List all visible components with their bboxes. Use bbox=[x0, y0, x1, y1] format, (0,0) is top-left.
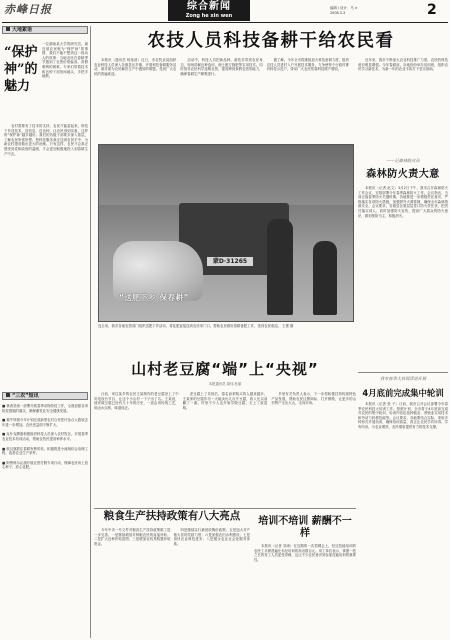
section-pinyin: Zong he xin wen bbox=[185, 13, 233, 19]
commentary-box-title: 大地絮语 bbox=[12, 27, 33, 33]
list-item: ■ 林西县统一部署开展春季动物防疫工作，全面加强各项防疫措施的落实，确保畜牧业安全健康发展。 bbox=[2, 404, 88, 413]
article-paragraph: 四是继续实行最低收购价政策；五是加大对产粮大县的奖励力度；六是加强农田水利建设；七是加快农业科技进步；八是健全农业社会化服务体系。 bbox=[173, 528, 250, 546]
truck-plate: 蒙D·31265 bbox=[207, 257, 253, 266]
lead-paragraph: 据了解，今年全市将继续加大科技备耕力度，组织农技人员进村入户开展技术服务，力争使每个行政村都有科技示范户，带动广大农民依靠科技增产增收。 bbox=[266, 58, 349, 72]
section-header-commentary bbox=[2, 26, 88, 34]
section-title: 综合新闻 bbox=[187, 1, 231, 12]
fire-article-kicker: ——记森林防火员 bbox=[386, 158, 420, 163]
article-paragraph: 今年中央一号文件对粮食生产扶持政策做了进一步完善。一是继续增加对种粮农民的直接补贴；二是扩大良种补贴范围；三是增加农机具购置补贴资金。 bbox=[94, 528, 171, 546]
commentary-body: 农村需要有了技术的支持，农民才能富起来。科技下乡送技术、送信息、送良种，让农民得到实惠，这样的“保护神”越多越好。我们的各级干部要多深入基层，了解农民所需所想，把科技服务真正送到农民手中，为新农村建设做出更大的贡献。只有这样，农民才会真正感受到党和政府的温暖，才会更加积极地投入到春耕生产中去。 bbox=[4, 124, 88, 156]
article-divider bbox=[358, 372, 448, 373]
grain-policy-columns bbox=[94, 528, 250, 638]
issue-date: 2008.3.3 bbox=[330, 10, 346, 15]
photo-sky bbox=[99, 145, 353, 205]
lead-article-continued: 近年来，我市不断加大农业科技推广力度，农民的科技意识明显增强。今年春耕前，各地纷纷举办培训班，组织农民学习新技术，为新一年的农业丰收打下坚实基础。 bbox=[358, 58, 448, 72]
brief-news-list bbox=[2, 404, 88, 470]
photo-overlay-text: “送肥下乡 保春耕” bbox=[119, 293, 189, 302]
photo-fertilizer-bags bbox=[113, 241, 203, 301]
main-content bbox=[94, 26, 448, 638]
list-item: ■ 翁牛特旗今年计划完成新型农村合作医疗参合人数较去年进一步增加，农民受益面不断扩大。 bbox=[2, 418, 88, 427]
briefs-title: “三农”短讯 bbox=[12, 393, 39, 399]
wage-article-headline: 培训不培训 薪酬不一样 bbox=[258, 516, 352, 539]
news-photo bbox=[98, 144, 354, 322]
training-article-headline: 4月底前完成集中轮训 bbox=[362, 388, 444, 398]
list-item: ■ 敖汉旗抓住春耕有利时机，积极推进小流域综合治理工程，改善农业生产条件。 bbox=[2, 446, 88, 456]
masthead bbox=[0, 0, 450, 22]
column-divider bbox=[90, 26, 91, 638]
lead-paragraph: 本报讯（通讯员 杨延波）近日，市农牧业局组织农业科技人员深入各旗县区乡镇，开展科技备耕服务活动，面对面为农民解答生产中遇到的难题，受到广大农民的普遍欢迎。 bbox=[94, 58, 177, 76]
training-article-kicker: 我市春季大培训活动开展 bbox=[379, 376, 427, 381]
square-bullet-icon bbox=[6, 393, 10, 397]
lead-headline: 农技人员科技备耕干给农民看 bbox=[147, 31, 395, 51]
issue-meta bbox=[330, 6, 358, 15]
training-article-body: 本报讯（记者 张 子）日前，我市召开会议部署今年春季农民科技大培训工作。按照计划，全市将于4月底前完成对农民的集中轮训，培训内容包括种植业、养殖业实用技术和劳动力转移技能等。会议要求，各地要结合实际，采取多种形式开展培训，确保培训质量，真正让农民学有所得、学有所用，为农业增效、农民增收提供有力的技术支撑。 bbox=[358, 402, 448, 429]
left-column bbox=[2, 26, 88, 638]
fire-article-body: 本报讯（记者 赵文）3月2日下午，我市召开森林防火工作会议，安排部署今年春季森林防火工作。会议指出，当前正值春季防火关键时期，各地要进一步增强责任意识，严格落实各项防火措施，加强野外火源管理，确保全市森林资源安全。会议要求，各旗县区要层层签订防火责任状，把责任落实到人；同时加强防火宣传，提高广大群众的防火意识，做到预防为主、积极消灭。 bbox=[358, 186, 448, 218]
article-divider bbox=[94, 508, 356, 509]
newspaper-logo: 赤峰日报 bbox=[4, 3, 52, 16]
tofu-article-columns bbox=[94, 392, 356, 506]
grain-policy-headline: 粮食生产扶持政策有八大亮点 bbox=[103, 510, 241, 522]
masthead-rule bbox=[2, 22, 448, 23]
lead-paragraph: 活动中，科技人员把新品种、新技术带到农民身边，现场讲解良种选用、测土配方施肥等实用技术。同时指导农民科学选购农资，提高辨别真假农资的能力，确保春耕生产顺利进行。 bbox=[180, 58, 263, 76]
article-paragraph: 乡里有关负责人表示，下一步将积极扶持传统特色产品发展，帮助农民注册商标、打开销路，让更多的山村特产走出大山，走向市场。 bbox=[271, 392, 357, 406]
photo-worker bbox=[267, 219, 293, 315]
tofu-article-headline: 山村老豆腐“端”上“央视” bbox=[131, 360, 319, 378]
photo-caption: 连日来，我市各地农资部门组织送肥下乡活动，将化肥直接送到农民家门口，帮助农民做好春耕备肥工作，受到农民欢迎。 王蕾 摄 bbox=[98, 324, 294, 328]
list-item: ■ 阿鲁科尔沁旗开展农资打假专项行动，保障农民用上放心种子、放心化肥。 bbox=[2, 460, 88, 470]
fire-article-headline: 森林防火责大意 bbox=[366, 169, 440, 180]
lead-article-columns bbox=[94, 58, 349, 110]
commentary-intro: 一位湖南某大学的研究员，最近被农民称为“保护神”的事情，我们不能不想到这一段动人的故事：当地农民在春耕季节遇到了农资价格偏高、真假难辨的困难，专家们带着技术和良种下到田间地头，手把手地教。 bbox=[42, 42, 88, 79]
article-paragraph: 老豆腐上了央视后，慕名而来购买的人越来越多，王某家的豆腐作坊一天能卖出几百斤豆腐，收入比以前翻了一番。村里不少人也开始学做豆腐，走上了致富路。 bbox=[182, 392, 268, 410]
tofu-article-byline: 本报通讯员 周伟 杜丽 bbox=[208, 382, 242, 386]
section-header-briefs bbox=[2, 392, 88, 400]
photo-worker bbox=[313, 241, 337, 315]
brief-news-section bbox=[2, 392, 88, 475]
article-paragraph: 日前，家住某乡的农民王某制作的老豆腐登上了中央电视台节目，让这个小山村一下子出了名。王某说，他家做豆腐已经有几十年的历史，一直沿用传统工艺，用卤水点制，味道纯正。 bbox=[94, 392, 179, 410]
page-number: 2 bbox=[427, 2, 437, 18]
wage-article-body: 本报讯（记者 刘涛）在近期的一次招聘会上，经过技能培训的农民工月薪普遍比未经培训的高出数百元。用工单位表示，掌握一技之长的务工人员更受青睐，这让不少农民意识到参加技能培训的重要性。 bbox=[254, 544, 356, 562]
editor-line: 编辑 / 设计：马 × bbox=[330, 6, 358, 10]
list-item: ■ 克什克腾旗积极组织科技人员深入农村牧区，开展春季农业技术培训活动，帮助农牧民提高种养水平。 bbox=[2, 432, 88, 441]
commentary-article bbox=[2, 34, 88, 234]
square-bullet-icon bbox=[6, 27, 10, 31]
section-banner bbox=[168, 0, 250, 21]
commentary-headline: “保护神”的魅力 bbox=[4, 45, 38, 94]
